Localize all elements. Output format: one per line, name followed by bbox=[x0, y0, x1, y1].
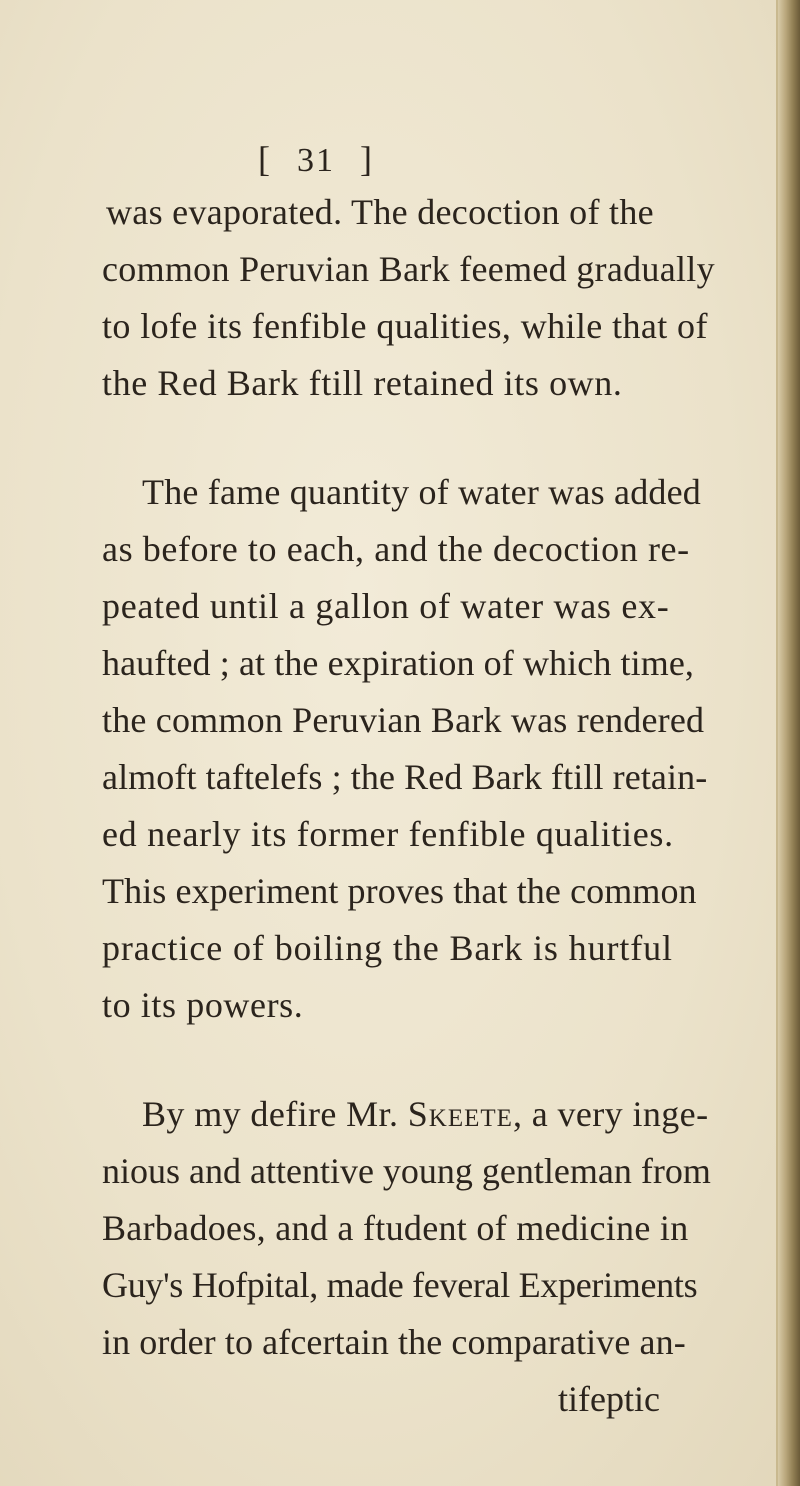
text-line: practice of boiling the Bark is hurtful bbox=[102, 928, 673, 968]
text-line: peated until a gallon of water was ex- bbox=[102, 586, 670, 626]
text-line: to its powers. bbox=[102, 985, 304, 1025]
text-run: , a very inge- bbox=[512, 1094, 709, 1134]
text-line: common Peruvian Bark feemed gradually bbox=[102, 249, 715, 289]
text-line: nious and attentive young gentleman from bbox=[102, 1151, 711, 1191]
page-number: 31 bbox=[297, 142, 335, 179]
text-line bbox=[142, 1092, 800, 1136]
text-line: was evaporated. The decoction of the bbox=[106, 192, 654, 232]
text-line: ed nearly its former fenfible qualities. bbox=[102, 814, 674, 854]
text-line: This experiment proves that the common bbox=[102, 871, 697, 911]
text-line: the common Peruvian Bark was rendered bbox=[102, 700, 705, 740]
text-line: the Red Bark ftill retained its own. bbox=[102, 363, 623, 403]
text-line: almoft taftelefs ; the Red Bark ftill retain- bbox=[102, 757, 708, 797]
text-line: as before to each, and the decoction re- bbox=[102, 529, 690, 569]
text-line: in order to afcertain the comparative an- bbox=[102, 1322, 686, 1362]
catchword: tifeptic bbox=[558, 1379, 660, 1419]
text-line: Barbadoes, and a ftudent of medicine in bbox=[102, 1208, 689, 1248]
page-header bbox=[258, 138, 374, 180]
text-run: By my defire Mr. bbox=[142, 1094, 408, 1134]
text-line: The fame quantity of water was added bbox=[142, 472, 701, 512]
header-open-bracket: [ bbox=[258, 139, 272, 179]
text-line: Guy's Hofpital, made feveral Experiments bbox=[102, 1265, 698, 1305]
person-name-skeete: Skeete bbox=[407, 1094, 513, 1134]
text-line: haufted ; at the expiration of which time, bbox=[102, 643, 695, 683]
header-close-bracket: ] bbox=[360, 139, 374, 179]
text-line: to lofe its fenfible qualities, while that of bbox=[102, 306, 708, 346]
